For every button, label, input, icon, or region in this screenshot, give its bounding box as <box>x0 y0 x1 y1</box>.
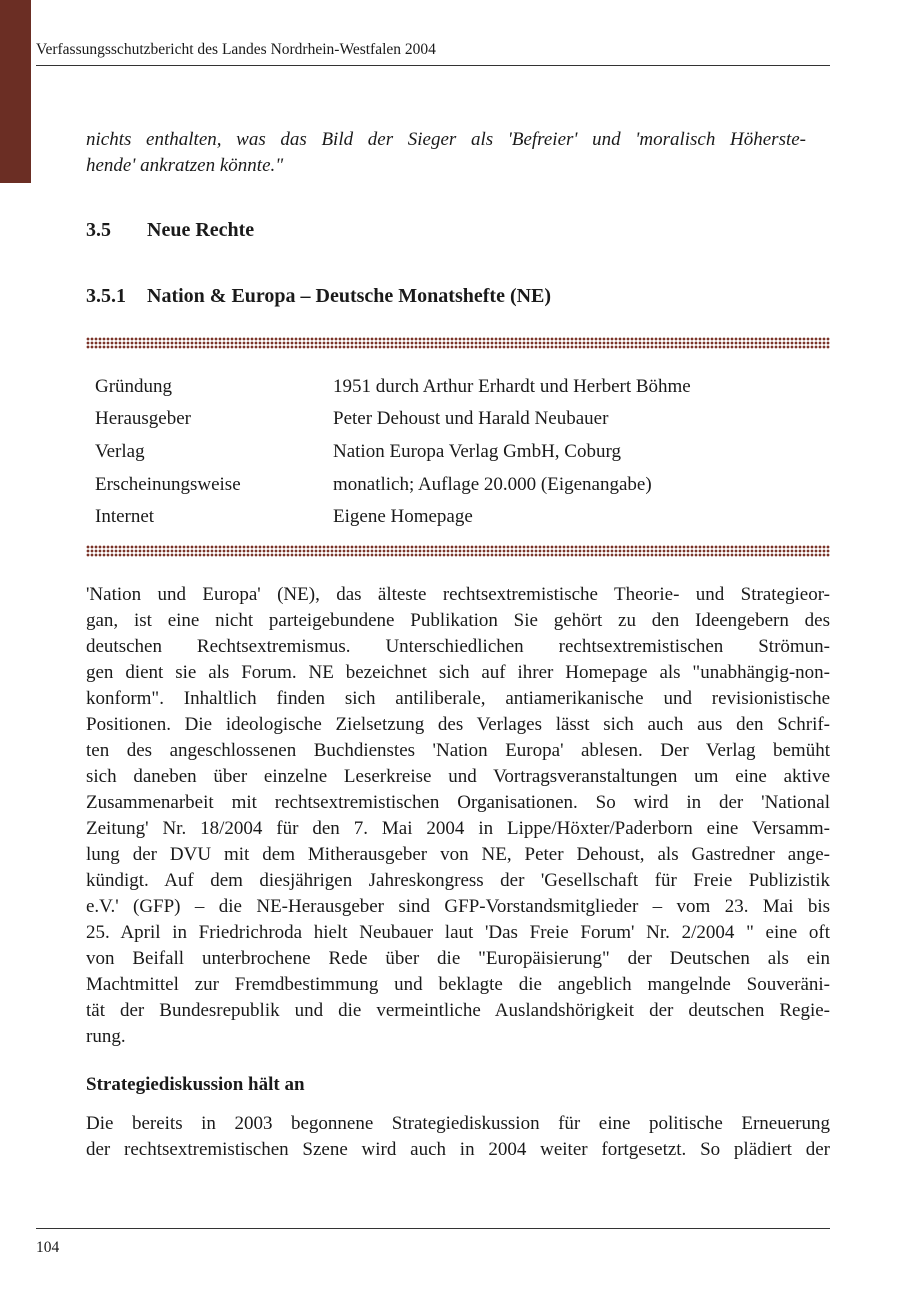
paragraph-line: ten des angeschlossenen Buchdienstes 'Nation Europa' ablesen. Der Verlag bemüht <box>86 740 830 761</box>
dotted-divider-bottom <box>86 545 830 557</box>
info-label: Verlag <box>95 441 145 462</box>
subsection-heading <box>86 283 551 309</box>
paragraph-line: lung der DVU mit dem Mitherausgeber von NE, Peter Dehoust, als Gastredner ange- <box>86 844 830 865</box>
info-label: Erscheinungsweise <box>95 474 241 495</box>
running-header: Verfassungsschutzbericht des Landes Nordrhein-Westfalen 2004 <box>36 41 436 58</box>
paragraph-line: Machtmittel zur Fremdbestimmung und beklagte die angeblich mangelnde Souveräni- <box>86 974 830 995</box>
quote-line: hende' ankratzen könnte." <box>86 155 284 176</box>
paragraph-line: Zusammenarbeit mit rechtsextremistischen Organisationen. So wird in der 'National <box>86 792 830 813</box>
info-row <box>95 374 691 400</box>
paragraph-line: konform". Inhaltlich finden sich antiliberale, antiamerikanische und revisionistische <box>86 688 830 709</box>
info-row <box>95 439 621 465</box>
info-label: Gründung <box>95 376 173 397</box>
paragraph-line: kündigt. Auf dem diesjährigen Jahreskongress der 'Gesellschaft für Freie Publizistik <box>86 870 830 891</box>
footer-divider <box>36 1228 830 1229</box>
subsection-title: Nation & Europa – Deutsche Monatshefte (NE) <box>147 285 552 307</box>
page-number: 104 <box>36 1239 60 1256</box>
paragraph-line: sich daneben über einzelne Leserkreise und Vortragsveranstaltungen um eine aktive <box>86 766 830 787</box>
info-value: Nation Europa Verlag GmbH, Coburg <box>333 441 621 462</box>
paragraph-line: rung. <box>86 1026 126 1047</box>
section-title: Neue Rechte <box>147 219 255 241</box>
paragraph-line: tät der Bundesrepublik und die vermeintliche Auslandshörigkeit der deutschen Regie- <box>86 1000 830 1021</box>
paragraph-line: 25. April in Friedrichroda hielt Neubauer laut 'Das Freie Forum' Nr. 2/2004 " eine oft <box>86 922 830 943</box>
info-row <box>95 406 608 432</box>
paragraph-line: e.V.' (GFP) – die NE-Herausgeber sind GFP-Vorstandsmitglieder – vom 23. Mai bis <box>86 896 830 917</box>
section-heading <box>86 217 254 243</box>
decorative-corner-bar <box>0 0 31 183</box>
info-value: monatlich; Auflage 20.000 (Eigenangabe) <box>333 474 652 495</box>
info-label: Herausgeber <box>95 408 192 429</box>
paragraph-line: gen dient sie als Forum. NE bezeichnet sich auf ihrer Homepage als "unabhängig-non- <box>86 662 830 683</box>
paragraph-line: von Beifall unterbrochene Rede über die "Europäisierung" der Deutschen als ein <box>86 948 830 969</box>
paragraph-line: Positionen. Die ideologische Zielsetzung des Verlages lässt sich auch aus den Schrif- <box>86 714 830 735</box>
info-row <box>95 504 473 530</box>
header-divider <box>36 65 830 66</box>
paragraph-line: Die bereits in 2003 begonnene Strategiediskussion für eine politische Erneuerung <box>86 1113 830 1134</box>
paragraph-line: deutschen Rechtsextremismus. Unterschiedlichen rechtsextremistischen Strömun- <box>86 636 830 657</box>
info-value: Peter Dehoust und Harald Neubauer <box>333 408 609 429</box>
paragraph-line: der rechtsextremistischen Szene wird auch in 2004 weiter fortgesetzt. So plädiert der <box>86 1139 830 1160</box>
info-label: Internet <box>95 506 155 527</box>
subsection-number: 3.5.1 <box>86 285 126 307</box>
paragraph-line: gan, ist eine nicht parteigebundene Publikation Sie gehört zu den Ideengebern des <box>86 610 830 631</box>
paragraph-line: 'Nation und Europa' (NE), das älteste rechtsextremistische Theorie- und Strategieor- <box>86 584 830 605</box>
dotted-divider-top <box>86 337 830 349</box>
info-value: 1951 durch Arthur Erhardt und Herbert Böhme <box>333 376 691 397</box>
info-row <box>95 472 652 498</box>
quote-line: nichts enthalten, was das Bild der Sieger als 'Befreier' und 'moralisch Höherste- <box>86 129 806 150</box>
section-number: 3.5 <box>86 219 111 241</box>
info-value: Eigene Homepage <box>333 506 473 527</box>
paragraph-line: Zeitung' Nr. 18/2004 für den 7. Mai 2004 in Lippe/Höxter/Paderborn eine Versamm- <box>86 818 830 839</box>
subheading: Strategiediskussion hält an <box>86 1074 305 1095</box>
